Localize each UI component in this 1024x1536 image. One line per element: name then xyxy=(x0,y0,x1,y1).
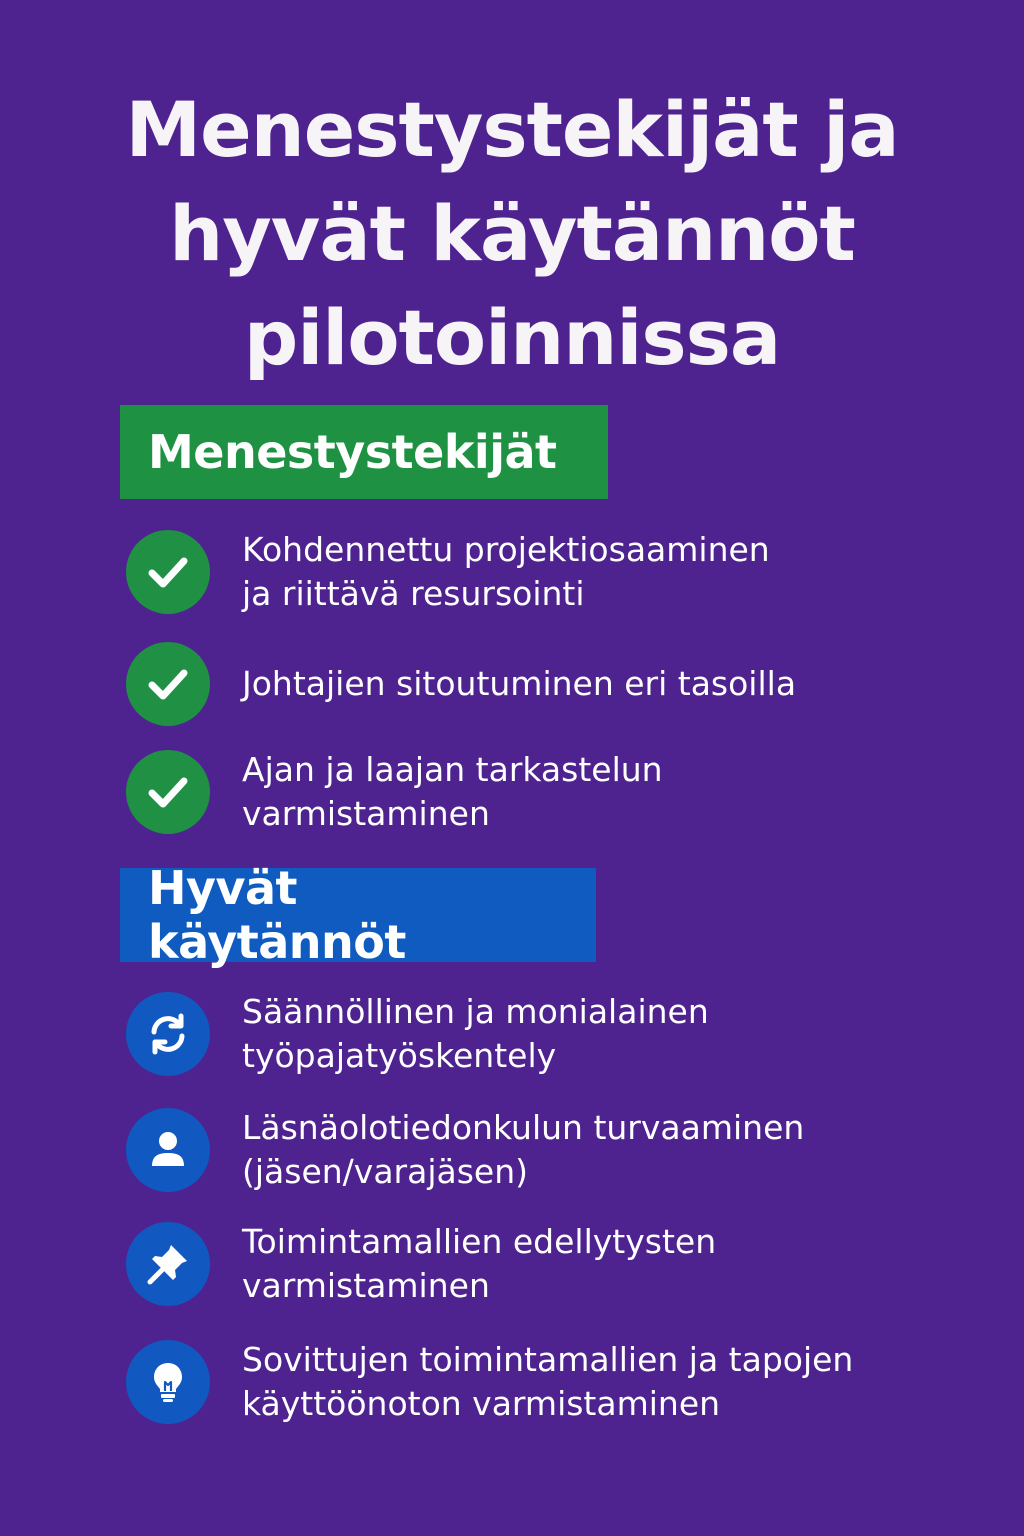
success-item-1 xyxy=(126,528,922,616)
practice-item-text xyxy=(242,1220,922,1308)
check-icon xyxy=(126,750,210,834)
good-practices-heading: Hyvät käytännöt xyxy=(120,868,596,962)
practice-item-2-line-2: (jäsen/varajäsen) xyxy=(242,1152,529,1191)
refresh-icon xyxy=(126,992,210,1076)
success-item-2-line-1: Johtajien sitoutuminen eri tasoilla xyxy=(242,664,797,703)
practice-item-1 xyxy=(126,990,922,1078)
success-item-text xyxy=(242,662,922,706)
check-icon xyxy=(126,642,210,726)
practice-item-text xyxy=(242,1338,922,1426)
success-item-1-line-1: Kohdennettu projektiosaaminen xyxy=(242,530,770,569)
success-item-1-line-2: ja riittävä resursointi xyxy=(242,574,585,613)
title-line-1: Menestystekijät ja xyxy=(125,85,899,174)
success-item-2 xyxy=(126,642,922,726)
lightbulb-icon xyxy=(126,1340,210,1424)
practice-item-text xyxy=(242,990,922,1078)
practice-item-4 xyxy=(126,1338,922,1426)
practice-item-1-line-1: Säännöllinen ja monialainen xyxy=(242,992,709,1031)
practice-item-2 xyxy=(126,1106,922,1194)
success-item-3 xyxy=(126,748,922,836)
practice-item-4-line-1: Sovittujen toimintamallien ja tapojen xyxy=(242,1340,854,1379)
title-line-2: hyvät käytännöt xyxy=(169,189,855,278)
success-item-text xyxy=(242,748,922,836)
practice-item-1-line-2: työpajatyöskentely xyxy=(242,1036,557,1075)
practice-item-3 xyxy=(126,1220,922,1308)
success-item-3-line-2: varmistaminen xyxy=(242,794,490,833)
person-icon xyxy=(126,1108,210,1192)
practice-item-3-line-2: varmistaminen xyxy=(242,1266,490,1305)
practice-item-4-line-2: käyttöönoton varmistaminen xyxy=(242,1384,721,1423)
check-icon xyxy=(126,530,210,614)
pushpin-icon xyxy=(126,1222,210,1306)
practice-item-2-line-1: Läsnäolotiedonkulun turvaaminen xyxy=(242,1108,805,1147)
page-title xyxy=(0,78,1024,390)
success-factors-heading: Menestystekijät xyxy=(120,405,608,499)
practice-item-3-line-1: Toimintamallien edellytysten xyxy=(242,1222,717,1261)
title-line-3: pilotoinnissa xyxy=(243,293,781,382)
practice-item-text xyxy=(242,1106,922,1194)
success-item-3-line-1: Ajan ja laajan tarkastelun xyxy=(242,750,663,789)
success-item-text xyxy=(242,528,922,616)
